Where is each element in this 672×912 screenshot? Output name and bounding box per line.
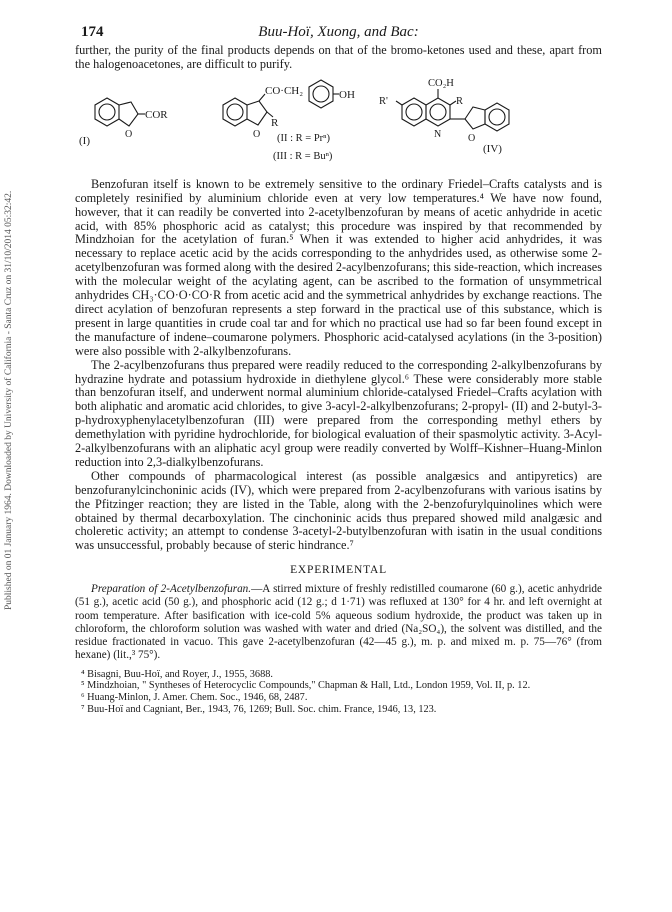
body-paragraph-3: Other compounds of pharmacological interest (as possible analgæsics and antipyretics) are benzofuranylcinchoninic acids (IV), which were prepared from 2-acylbenzofurans with various isatins by the Pfitzinger reaction; they are listed in the Table, along with the 2-benzofurylquinolines which were obtained by thermal decarboxylation. The cinchoninic acids thus prepared showed mild analgæsic and choleretic activity; an attempt to condense 3-acetyl-2-butylbenzofuran with isatin in the usual conditions was unsuccessful, probably because of steric hindrance.⁷ bbox=[75, 468, 602, 553]
s2-r-group: R bbox=[271, 116, 279, 129]
s1-substituent: COR bbox=[145, 108, 168, 121]
section-heading-experimental: EXPERIMENTAL bbox=[290, 564, 387, 577]
footnotes bbox=[75, 669, 602, 716]
footnote-6: ⁶ Huang-Minlon, J. Amer. Chem. Soc., 1946, 68, 2487. bbox=[81, 692, 308, 704]
s4-r-group: R bbox=[456, 95, 464, 107]
structure-ii-iii bbox=[223, 80, 355, 162]
footnote-7: ⁷ Buu-Hoï and Cagniant, Ber., 1943, 76, 1269; Bull. Soc. chim. France, 1946, 13, 123. bbox=[81, 703, 437, 715]
s1-oxygen: O bbox=[125, 128, 133, 140]
structure-iv bbox=[379, 78, 509, 155]
s2-acyl-group: CO·CH₂ bbox=[265, 84, 304, 97]
page bbox=[75, 22, 602, 716]
page-header bbox=[75, 22, 602, 44]
footnote-5: ⁵ Mindzhoian, " Syntheses of Heterocyclic Compounds," Chapman & Hall, Ltd., London 1959, Vol. II, p. 12. bbox=[81, 680, 531, 692]
s2-caption-iii: (III : R = Buⁿ) bbox=[273, 150, 333, 162]
download-sidebar-note bbox=[4, 90, 18, 610]
experimental-paragraph bbox=[75, 583, 602, 662]
s1-label: (I) bbox=[79, 134, 90, 147]
running-head: Buu-Hoï, Xuong, and Bac: bbox=[258, 24, 419, 40]
sidebar-text: Published on 01 January 1964. Downloaded by University of California - Santa Cruz on 31/10/2014 05:32:42. bbox=[4, 190, 14, 610]
s2-oxygen: O bbox=[253, 128, 261, 140]
experimental-body: —A stirred mixture of freshly redistilled coumarone (60 g.), acetic anhydride (51 g.), acetic acid (50 g.), and phosphoric acid (12 g.; d 1·71) was refluxed at 130° for 4 hr. and left overnight at room temperature. After basification with ice-cold 5% aqueous sodium hydroxide, the product was taken up in chloroform, the chloroform solution was washed with water and dried (Na₂SO₄), the solvent was distilled, and the residue fractionated in vacuo. This gave 2-acetylbenzofuran (42—45 g.), m. p. and mixed m. p. 75—76° (from hexane) (lit.,³ 75°). bbox=[75, 583, 602, 662]
page-number: 174 bbox=[81, 24, 104, 40]
s4-oxygen: O bbox=[468, 132, 476, 144]
s4-carboxyl: CO₂H bbox=[428, 77, 454, 89]
structure-i bbox=[79, 98, 168, 147]
intro-paragraph: further, the purity of the final products depends on that of the bromo-ketones used and these, apart from the halogenoacetones, are difficult to purify. bbox=[75, 43, 602, 71]
body-paragraph-1: Benzofuran itself is known to be extremely sensitive to the ordinary Friedel–Crafts catalysts and is completely resinified by aluminium chloride even at very low temperatures.⁴ We have now found, however, that it can readily be converted into 2-acetylbenzofuran by means of acetic anhydride in acetic acid, with 85% phosphoric acid as catalyst; this procedure was inspired by that recommended by Mindzhoian for the acetylation of furan.⁵ When it was extended to higher acid anhydrides, it was necessary to replace acetic acid by the acids corresponding to the anhydrides used, as otherwise some 2-acetylbenzofuran was formed along with the desired 2-acylbenzofurans; this side-reaction, which increases with the molecular weight of the acylating agent, can be ascribed to the formation of unsymmetrical anhydrides CH₃·CO·O·CO·R from acetic acid and the symmetrical anhydrides by exchange reactions. The direct acylation of benzofuran represents a step forward in the practical use of this substance, which is present in large quantities in crude coal tar and for which no practical use had so far been found except in the manufacture of indene–coumarone polymers. Phosphoric acid-catalysed acylations (in the 3-position) were also possible with 2-alkylbenzofurans. bbox=[75, 176, 602, 358]
experimental-lead: Preparation of 2-Acetylbenzofuran. bbox=[91, 583, 252, 596]
s4-label: (IV) bbox=[483, 142, 502, 155]
body-paragraph-2: The 2-acylbenzofurans thus prepared were readily reduced to the corresponding 2-alkylbenzofurans by hydrazine hydrate and potassium hydroxide in diethylene glycol.⁶ These were considerably more stable than benzofuran itself, and underwent normal aluminium chloride-catalysed Friedel–Crafts acylation with both aliphatic and aromatic acid chlorides, to give 3-acyl-2-alkylbenzofurans; 2-propyl- (II) and 2-butyl-3-p-hydroxyphenylacetylbenzofuran (III) were prepared from the corresponding methyl ethers by demethylation with pyridine hydrochloride, for biological evaluation of their spasmolytic activity. 3-Acyl-2-alkylbenzofurans with an aliphatic acyl group were readily converted by Wolff–Kishner–Huang-Minlon reduction into 2,3-dialkylbenzofurans. bbox=[75, 357, 602, 469]
chemical-structures bbox=[75, 74, 602, 174]
s4-nitrogen: N bbox=[434, 128, 442, 140]
footnote-4: ⁴ Bisagni, Buu-Hoï, and Royer, J., 1955, 3688. bbox=[81, 668, 273, 680]
structures-figure bbox=[75, 74, 602, 174]
s2-caption-ii: (II : R = Prⁿ) bbox=[277, 132, 330, 144]
s4-r-prime: R' bbox=[379, 95, 388, 107]
s2-hydroxyl: OH bbox=[339, 88, 355, 101]
